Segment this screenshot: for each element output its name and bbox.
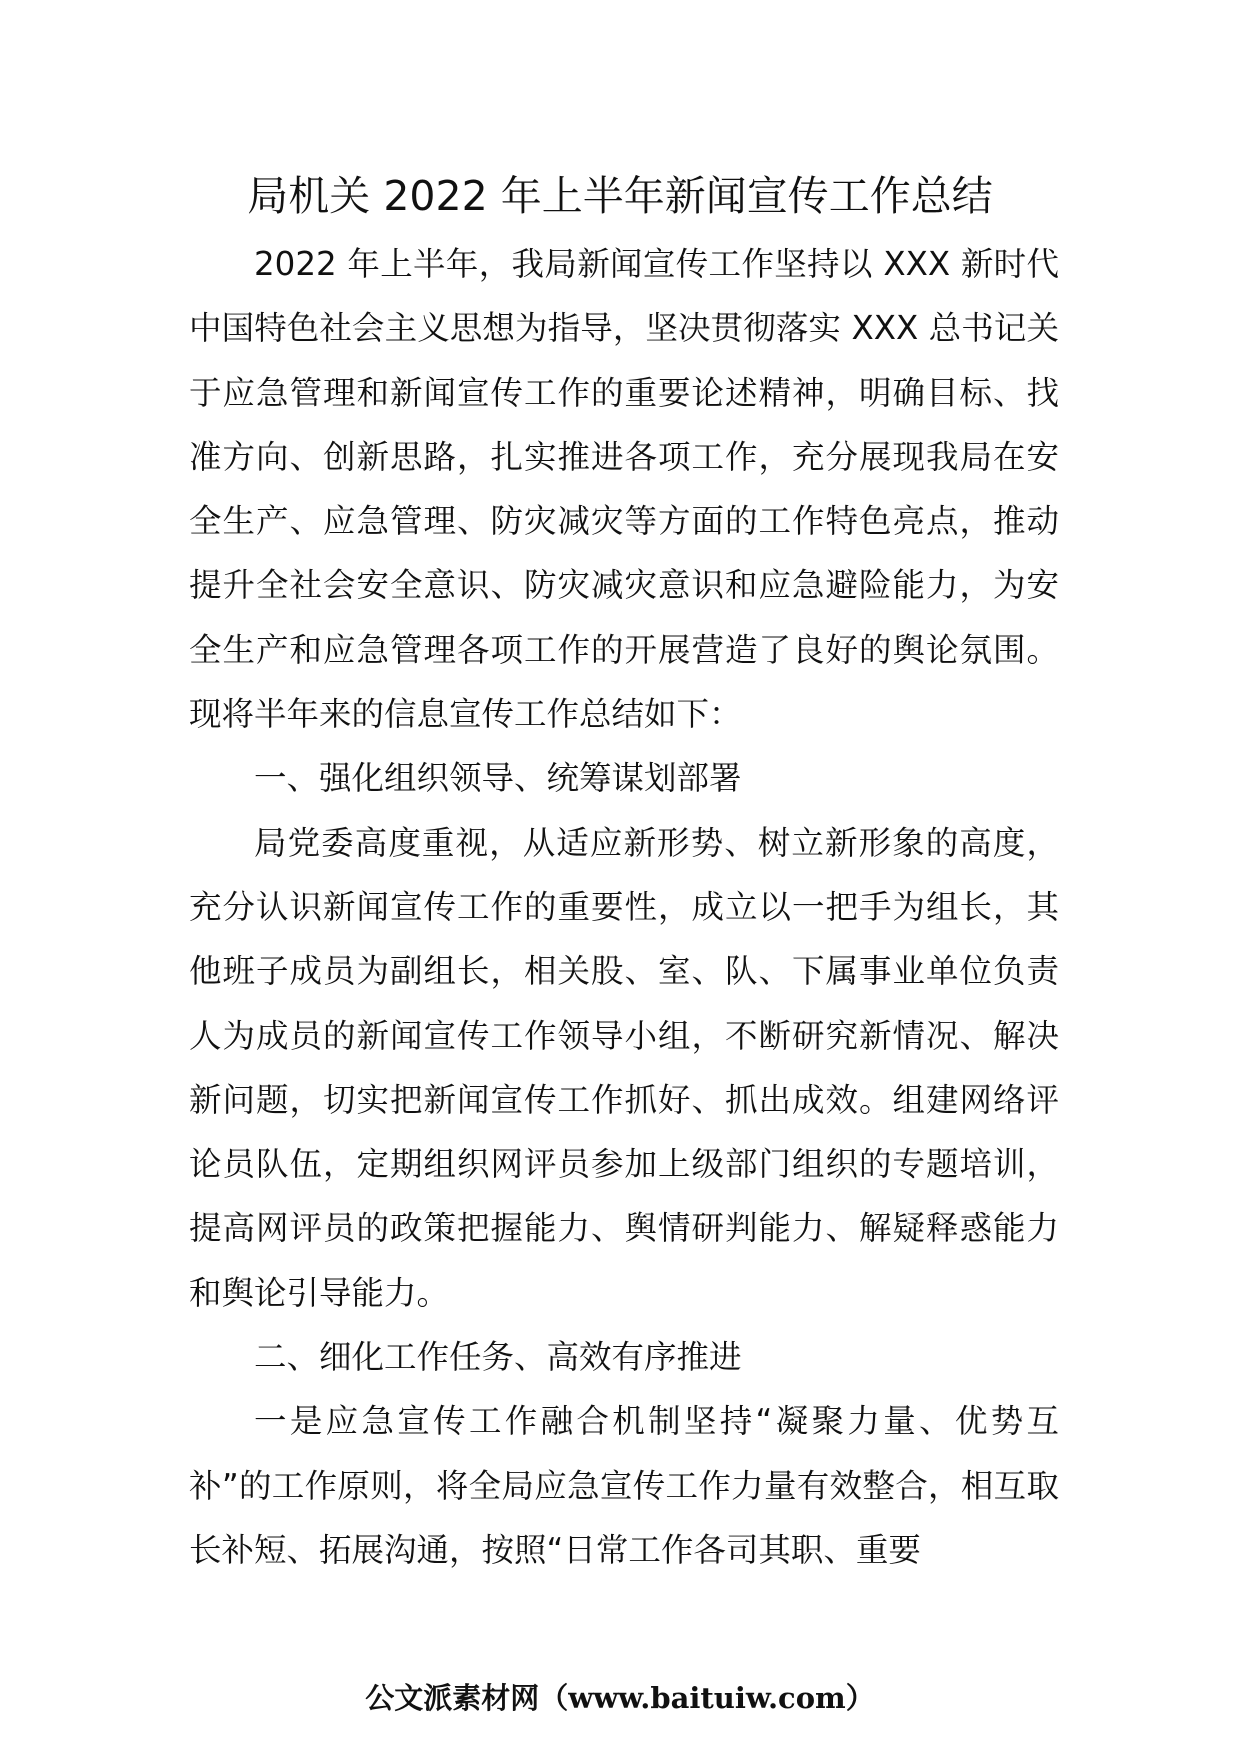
- document-body: [189, 232, 1059, 1582]
- footer-watermark: 公文派素材网（www.baituiw.com）: [365, 1681, 875, 1715]
- document-title: 局机关 2022 年上半年新闻宣传工作总结: [247, 172, 993, 220]
- section-2-paragraph: 一是应急宣传工作融合机制坚持“凝聚力量、优势互补”的工作原则，将全局应急宣传工作力量有效整合，相互取长补短、拓展沟通，按照“日常工作各司其职、重要: [189, 1402, 1059, 1569]
- section-1-paragraph: 局党委高度重视，从适应新形势、树立新形象的高度，充分认识新闻宣传工作的重要性，成立以一把手为组长，其他班子成员为副组长，相关股、室、队、下属事业单位负责人为成员的新闻宣传工作领导小组，不断研究新情况、解决新问题，切实把新闻宣传工作抓好、抓出成效。组建网络评论员队伍，定期组织网评员参加上级部门组织的专题培训，提高网评员的政策把握能力、舆情研判能力、解疑释惑能力和舆论引导能力。: [189, 823, 1059, 1312]
- section-heading-2: 二、细化工作任务、高效有序推进: [254, 1338, 742, 1377]
- intro-paragraph: 2022 年上半年，我局新闻宣传工作坚持以 XXX 新时代中国特色社会主义思想为指导，坚决贯彻落实 XXX 总书记关于应急管理和新闻宣传工作的重要论述精神，明确目标、找准方向、创新思路，扎实推进各项工作，充分展现我局在安全生产、应急管理、防灾减灾等方面的工作特色亮点，推动提升全社会安全意识、防灾减灾意识和应急避险能力，为安全生产和应急管理各项工作的开展营造了良好的舆论氛围。现将半年来的信息宣传工作总结如下：: [189, 245, 1059, 734]
- section-heading-1: 一、强化组织领导、统筹谋划部署: [254, 759, 742, 798]
